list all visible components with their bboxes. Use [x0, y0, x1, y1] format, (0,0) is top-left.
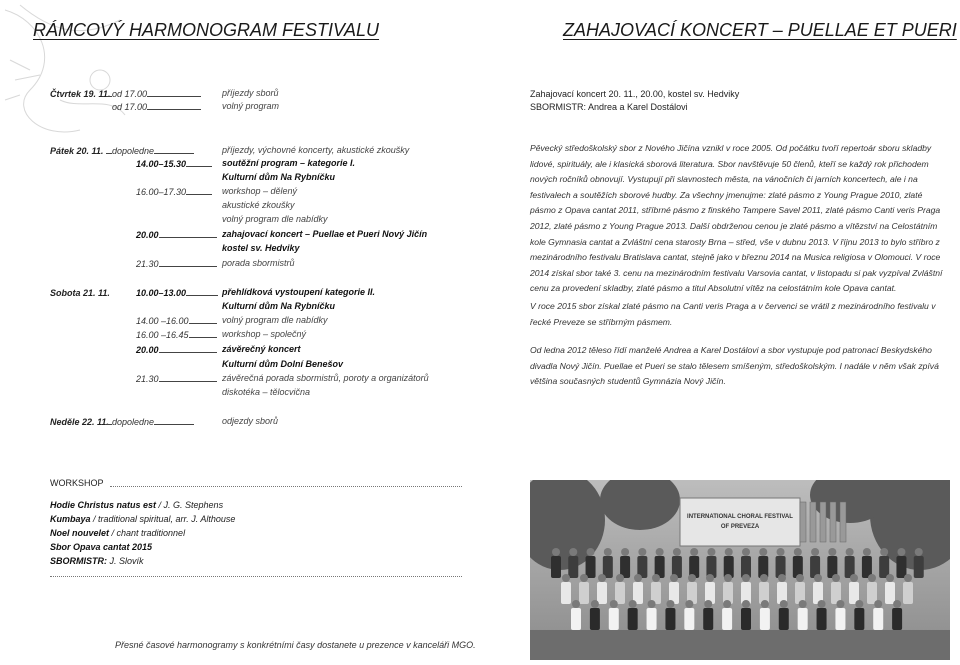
- person-head: [598, 574, 606, 582]
- activity: přehlídková vystoupení kategorie II.: [222, 287, 376, 297]
- saturday-row-7: [136, 373, 217, 385]
- friday-row-1: [50, 145, 194, 157]
- friday-row-2: [136, 158, 212, 170]
- person-body: [903, 582, 913, 604]
- activity: porada sbormistrů: [222, 258, 295, 268]
- workshop-title: WORKSHOP: [50, 478, 104, 488]
- person-body: [615, 582, 625, 604]
- venue: Kulturní dům Dolní Benešov: [222, 359, 344, 369]
- person-body: [914, 556, 924, 578]
- person-body: [722, 608, 732, 630]
- person-head: [893, 600, 901, 608]
- person-body: [568, 556, 578, 578]
- footer-note: Přesné časové harmonogramy s konkrétními časy dostanete u prezence v kanceláři MGO.: [115, 640, 476, 650]
- sunday-row-1: [50, 416, 194, 428]
- person-head: [761, 600, 769, 608]
- venue: kostel sv. Hedviky: [222, 243, 300, 253]
- person-body: [684, 608, 694, 630]
- person-body: [609, 608, 619, 630]
- person-head: [723, 600, 731, 608]
- person-body: [867, 582, 877, 604]
- person-body: [571, 608, 581, 630]
- activity: zahajovací koncert – Puellae et Pueri Nový Jičín: [222, 229, 428, 239]
- person-body: [597, 582, 607, 604]
- activity: diskotéka – tělocvična: [222, 387, 311, 397]
- time: 21.30: [136, 374, 159, 384]
- person-body: [561, 582, 571, 604]
- person-body: [628, 608, 638, 630]
- person-head: [777, 548, 785, 556]
- person-head: [706, 574, 714, 582]
- choir-photo: [530, 480, 950, 660]
- person-head: [874, 600, 882, 608]
- person-head: [863, 548, 871, 556]
- activity: příjezdy, výchovné koncerty, akustické zkoušky: [222, 145, 410, 155]
- person-head: [580, 574, 588, 582]
- person-head: [569, 548, 577, 556]
- concert-paragraph: V roce 2015 sbor získal zlaté pásmo na Canti veris Praga a v červenci se vrátil z mezinárodního festivalu v řecké Preveze se stříbrným pásmem.: [530, 301, 936, 327]
- time: dopoledne: [112, 146, 155, 156]
- friday-row-7: [136, 229, 217, 241]
- person-head: [688, 574, 696, 582]
- ground: [530, 630, 950, 660]
- person-head: [725, 548, 733, 556]
- activity: závěrečná porada sbormistrů, poroty a organizátorů: [222, 373, 429, 383]
- activity: workshop – dělený: [222, 186, 298, 196]
- workshop-item: Hodie Christus natus est / J. G. Stephens: [50, 500, 224, 510]
- divider: [50, 576, 462, 577]
- workshop-item: Noel nouvelet / chant traditionnel: [50, 528, 186, 538]
- person-head: [562, 574, 570, 582]
- person-head: [915, 548, 923, 556]
- time: od 17.00: [112, 89, 148, 99]
- person-head: [656, 548, 664, 556]
- concert-line: Zahajovací koncert 20. 11., 20.00, kostel sv. Hedviky: [530, 89, 740, 99]
- person-head: [610, 600, 618, 608]
- friday-row-4: [136, 186, 212, 198]
- person-head: [836, 600, 844, 608]
- person-head: [638, 548, 646, 556]
- saturday-row-3: [136, 315, 217, 327]
- person-head: [648, 600, 656, 608]
- person-body: [879, 556, 889, 578]
- saturday-row-4: [136, 329, 217, 341]
- person-body: [579, 582, 589, 604]
- person-head: [572, 600, 580, 608]
- venue: Kulturní dům Na Rybníčku: [222, 301, 336, 311]
- person-body: [854, 608, 864, 630]
- person-body: [885, 582, 895, 604]
- person-body: [892, 608, 902, 630]
- person-head: [780, 600, 788, 608]
- person-head: [799, 600, 807, 608]
- person-body: [665, 608, 675, 630]
- day-label: Pátek 20. 11.: [50, 146, 104, 156]
- person-head: [811, 548, 819, 556]
- time: od 17.00: [112, 102, 148, 112]
- person-head: [814, 574, 822, 582]
- person-head: [828, 548, 836, 556]
- person-head: [794, 548, 802, 556]
- workshop-conductor: SBORMISTR: J. Slovík: [50, 556, 144, 566]
- person-head: [552, 548, 560, 556]
- concert-paragraph: Pěvecký středoškolský sbor z Nového Jičína vznikl v roce 2005. Od počátku tvoří repertoár sboru skladby lidové, spirituály, ale i klasická sborová literatura. Sbor navštěvuje 50 členů, kteří se každý rok přichodem nových ročníků obnovují. Vystupují při slavnostech města, na vánočních či jarních koncertech, ale i na festivalech a soutěžích sborové hudby. Za všechny jmenujme: zlaté pásmo z Young Prague 2010, zlaté pásmo z Opava cantat 2011, stříbrné pásmo z finského Tampere Savel 2011, zlaté pásmo Canti veris Praga 2012, zlaté pásmo z Young Prague 2013. Další obdrženou cenou je zlaté pásmo a vítězství na Celostátním kole Gymnasia cantat a Zvláštní cena starosty Brna – střed, vše v dubnu 2013. V říjnu 2013 to bylo stříbro z mezinárodního festivalu Bratislava cantat, stejně jako v březnu 2014 na Musica religiosa v Olomouci. V roce 2014 získal sbor také 3. cenu na mezinárodním festivalu Varsovia cantat, v listopadu si pak vyzpíval Zvláštní cenu za provedení skladby, zlaté pásmo a titul Absolutní vítěz na celostátním kole Opava cantat.: [530, 143, 943, 294]
- conductor-line: SBORMISTR: Andrea a Karel Dostálovi: [530, 102, 688, 112]
- person-head: [621, 548, 629, 556]
- thursday-row-1: [50, 88, 201, 100]
- person-head: [724, 574, 732, 582]
- person-body: [647, 608, 657, 630]
- time: 20.00: [136, 230, 159, 240]
- workshop-item: Kumbaya / traditional spiritual, arr. J. Althouse: [50, 514, 236, 524]
- person-head: [868, 574, 876, 582]
- saturday-row-5: [136, 344, 217, 356]
- friday-row-9: [136, 258, 217, 270]
- activity: volný program: [222, 101, 280, 111]
- person-head: [880, 548, 888, 556]
- activity: workshop – společný: [222, 329, 307, 339]
- person-head: [685, 600, 693, 608]
- person-head: [855, 600, 863, 608]
- day-label: Neděle 22. 11.: [50, 417, 109, 427]
- person-head: [850, 574, 858, 582]
- person-head: [591, 600, 599, 608]
- person-head: [634, 574, 642, 582]
- person-head: [742, 574, 750, 582]
- person-head: [760, 574, 768, 582]
- activity: závěrečný koncert: [222, 344, 301, 354]
- thursday-row-2: [112, 101, 201, 113]
- person-head: [666, 600, 674, 608]
- activity: volný program dle nabídky: [222, 315, 328, 325]
- person-head: [904, 574, 912, 582]
- activity: volný program dle nabídky: [222, 214, 328, 224]
- person-head: [707, 548, 715, 556]
- person-head: [604, 548, 612, 556]
- time: 14.00–15.30: [136, 159, 187, 169]
- person-body: [873, 608, 883, 630]
- right-heading: ZAHAJOVACÍ KONCERT – PUELLAE ET PUERI: [563, 20, 957, 40]
- person-head: [796, 574, 804, 582]
- person-head: [652, 574, 660, 582]
- person-head: [742, 548, 750, 556]
- person-head: [742, 600, 750, 608]
- divider: [110, 486, 462, 487]
- day-label: Sobota 21. 11.: [50, 288, 110, 298]
- person-head: [673, 548, 681, 556]
- person-head: [886, 574, 894, 582]
- workshop-item: Sbor Opava cantat 2015: [50, 542, 153, 552]
- person-head: [587, 548, 595, 556]
- person-head: [897, 548, 905, 556]
- activity: příjezdy sborů: [222, 88, 279, 98]
- person-head: [818, 600, 826, 608]
- person-head: [704, 600, 712, 608]
- time: dopoledne: [112, 417, 155, 427]
- person-body: [760, 608, 770, 630]
- person-body: [798, 608, 808, 630]
- banner-text: INTERNATIONAL CHORAL FESTIVAL: [687, 514, 793, 520]
- left-heading: RÁMCOVÝ HARMONOGRAM FESTIVALU: [33, 20, 380, 40]
- person-body: [586, 556, 596, 578]
- venue: Kulturní dům Na Rybníčku: [222, 172, 336, 182]
- person-body: [551, 556, 561, 578]
- time: 14.00 –16.00: [136, 316, 189, 326]
- time: 21.30: [136, 259, 159, 269]
- time: 16.00 –16.45: [136, 330, 189, 340]
- banner-text: OF PREVEZA: [720, 524, 760, 530]
- person-head: [759, 548, 767, 556]
- person-head: [629, 600, 637, 608]
- person-body: [835, 608, 845, 630]
- person-head: [670, 574, 678, 582]
- person-body: [817, 608, 827, 630]
- person-body: [779, 608, 789, 630]
- festival-banner: [680, 498, 800, 546]
- time: 10.00–13.00: [136, 288, 187, 298]
- person-body: [590, 608, 600, 630]
- time: 20.00: [136, 345, 159, 355]
- person-head: [616, 574, 624, 582]
- person-head: [690, 548, 698, 556]
- person-body: [703, 608, 713, 630]
- person-body: [741, 608, 751, 630]
- activity: odjezdy sborů: [222, 416, 279, 426]
- person-head: [846, 548, 854, 556]
- saturday-row-1: [50, 287, 218, 299]
- person-head: [832, 574, 840, 582]
- activity: soutěžní program – kategorie I.: [222, 158, 356, 168]
- person-body: [896, 556, 906, 578]
- day-label: Čtvrtek 19. 11.: [50, 89, 111, 99]
- activity: akustické zkoušky: [222, 200, 295, 210]
- time: 16.00–17.30: [136, 187, 187, 197]
- person-body: [603, 556, 613, 578]
- person-head: [778, 574, 786, 582]
- concert-paragraph: Od ledna 2012 těleso řídí manželé Andrea a Karel Dostálovi a sbor vystupuje pod patronací Beskydského divadla Nový Jičín. Puellae et Pueri se stalo tělesem smíšeným, středoškolským. I nadále v něm však zpívá většina současných studentů Gymnázia Nový Jičín.: [530, 345, 939, 387]
